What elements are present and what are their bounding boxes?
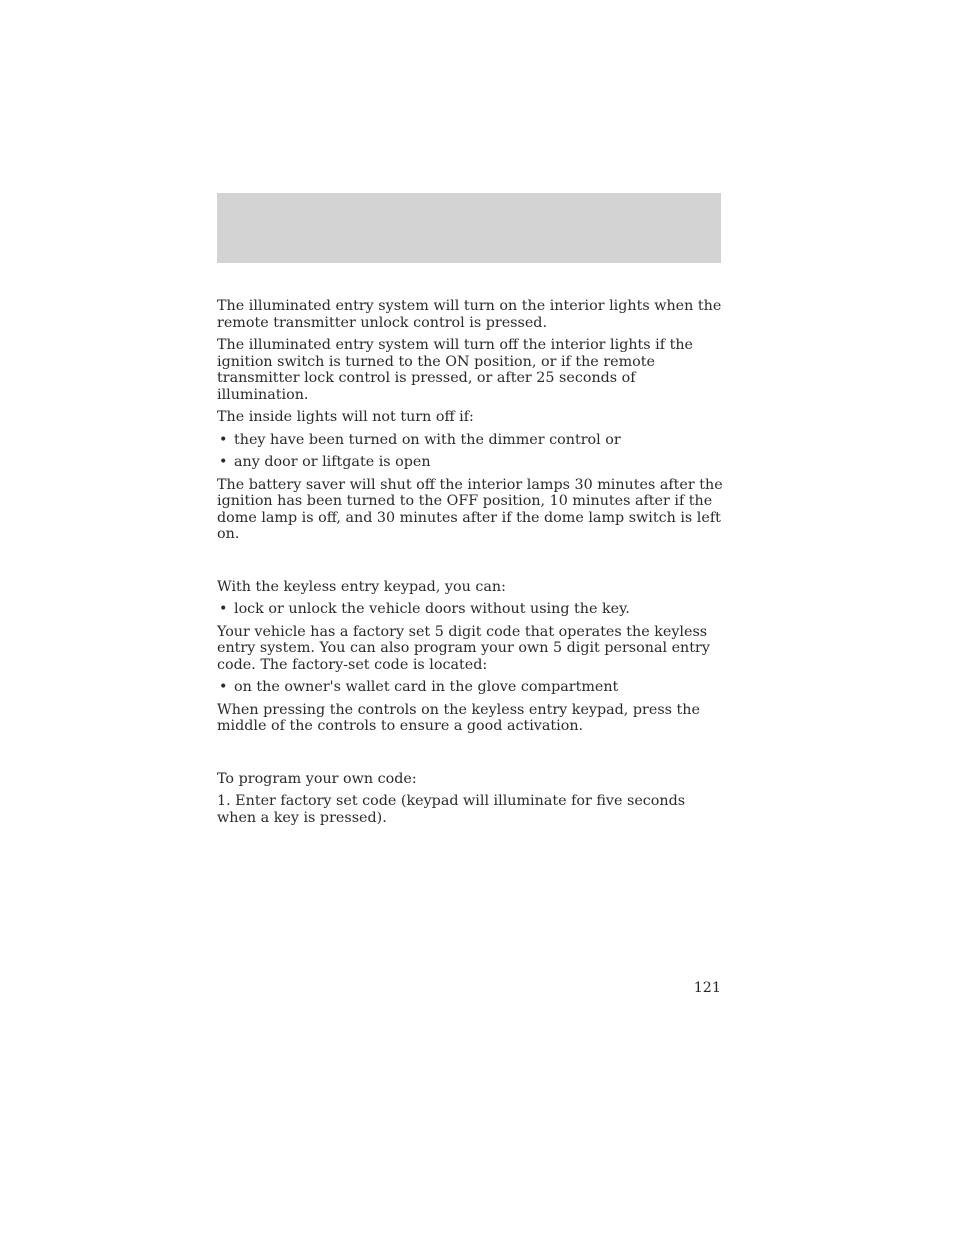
list-item bbox=[217, 454, 723, 471]
paragraph-illuminated-entry-off: The illuminated entry system will turn off the interior lights if the ignition switch is turned to the ON position, or if the remote transmitter lock control is pressed, or after 25 seconds of illumination. bbox=[217, 337, 694, 403]
paragraph-pressing-controls: When pressing the controls on the keyless entry keypad, press the middle of the controls to ensure a good activation. bbox=[217, 701, 700, 734]
section-gap bbox=[217, 549, 723, 579]
paragraph-keypad-intro: With the keyless entry keypad, you can: bbox=[217, 578, 506, 595]
list-item-text: any door or liftgate is open bbox=[234, 454, 431, 470]
list-item bbox=[217, 432, 723, 449]
section-gap bbox=[217, 741, 723, 771]
list-item-text: on the owner's wallet card in the glove compartment bbox=[234, 679, 619, 695]
bullet-dot: • bbox=[219, 454, 228, 470]
paragraph-illuminated-entry-on: The illuminated entry system will turn on the interior lights when the remote transmitter unlock control is pressed. bbox=[217, 298, 722, 331]
list-item-text: lock or unlock the vehicle doors without using the key. bbox=[234, 601, 630, 617]
bullet-dot: • bbox=[219, 679, 228, 695]
paragraph-step-1: 1. Enter factory set code (keypad will illuminate for five seconds when a key is pressed). bbox=[217, 793, 686, 826]
list-item-text: they have been turned on with the dimmer control or bbox=[234, 431, 621, 448]
list-item bbox=[217, 601, 723, 618]
bullet-dot: • bbox=[219, 431, 228, 448]
paragraph-lights-not-off: The inside lights will not turn off if: bbox=[217, 409, 474, 425]
page-body bbox=[217, 298, 723, 832]
list-item bbox=[217, 679, 723, 696]
section-header-band bbox=[217, 193, 721, 263]
paragraph-program-code: To program your own code: bbox=[217, 770, 417, 787]
bullet-dot: • bbox=[219, 601, 228, 617]
paragraph-battery-saver: The battery saver will shut off the interior lamps 30 minutes after the ignition has been turned to the OFF position, 10 minutes after if the dome lamp is off, and 30 minutes after if the dome lamp switch is left on. bbox=[217, 476, 723, 542]
page-number: 121 bbox=[693, 980, 721, 996]
paragraph-factory-code: Your vehicle has a factory set 5 digit code that operates the keyless entry system. You can also program your own 5 digit personal entry code. The factory-set code is located: bbox=[217, 623, 710, 673]
